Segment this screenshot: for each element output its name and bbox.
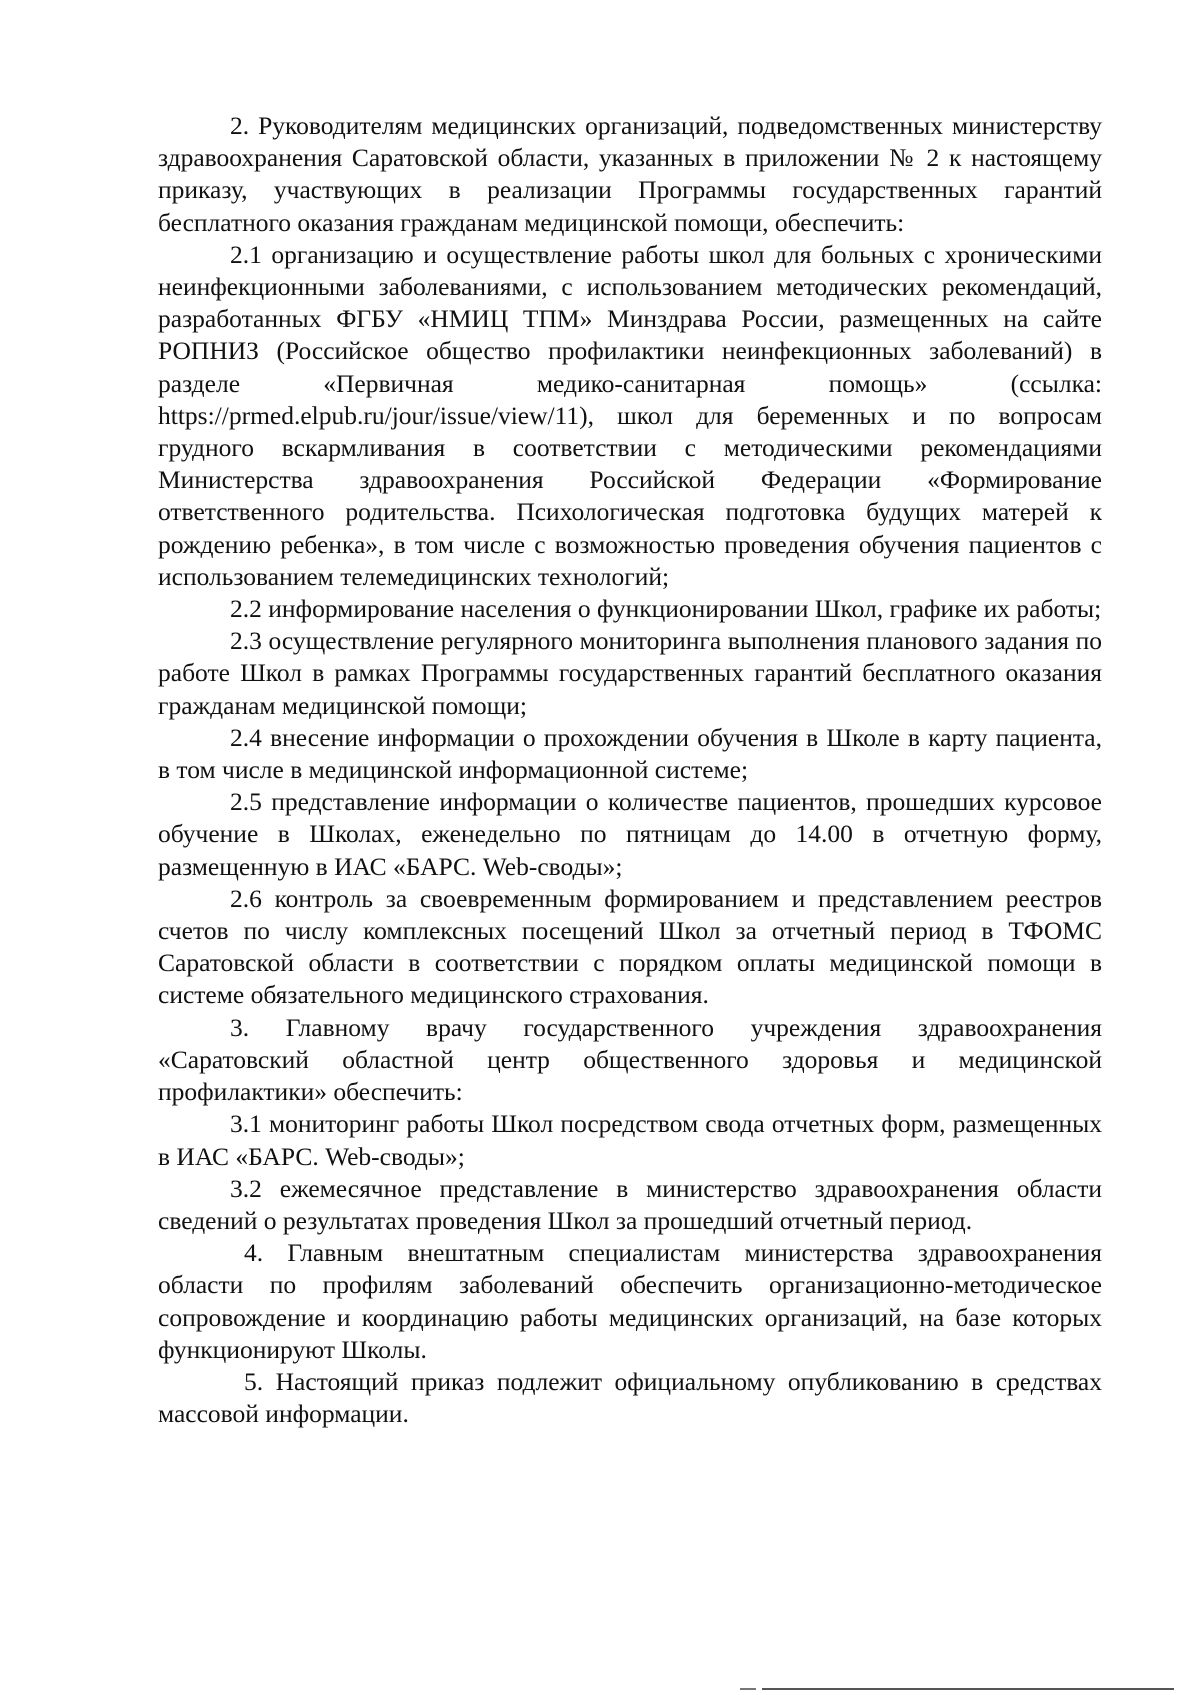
footer-divider-dash xyxy=(740,1688,756,1690)
paragraph-3-1: 3.1 мониторинг работы Школ посредством свода отчетных форм, размещенных в ИАС «БАРС. Web-своды»; xyxy=(158,1109,1102,1171)
paragraph-2-4: 2.4 внесение информации о прохождении обучения в Школе в карту пациента, в том числе в медицинской информационной системе; xyxy=(158,722,1102,785)
paragraph-2-5: 2.5 представление информации о количестве пациентов, прошедших курсовое обучение в Школах, еженедельно по пятницам до 14.00 в отчетную форму, размещенную в ИАС «БАРС. Web-своды»; xyxy=(158,787,1102,881)
paragraph-3-2: 3.2 ежемесячное представление в министерство здравоохранения области сведений о результатах проведения Школ за прошедший отчетный период. xyxy=(158,1173,1102,1235)
paragraph-2-1: 2.1 организацию и осуществление работы школ для больных с хроническими неинфекционными заболеваниями, с использованием методических рекомендаций, разработанных ФГБУ «НМИЦ ТПМ» Минздрава России, размещенных на сайте РОПНИЗ (Российское общество профилактики неинфекционных заболеваний) в разделе «Первичная медико-санитарная помощь» (ссылка: https://prmed.elpub.ru/jour/issue/view/11), школ для беременных и по вопросам грудного вскармливания в соответствии с методическими рекомендациями Министерства здравоохранения Российской Федерации «Формирование ответственного родительства. Психологическая подготовка будущих матерей к рождению ребенка», в том числе с возможностью проведения обучения пациентов с использованием телемедицинских технологий; xyxy=(158,239,1102,591)
paragraph-2-6: 2.6 контроль за своевременным формированием и представлением реестров счетов по числу комплексных посещений Школ за отчетный период в ТФОМС Саратовской области в соответствии с порядком оплаты медицинской помощи в системе обязательного медицинского страхования. xyxy=(158,883,1102,1010)
footer-divider xyxy=(762,1688,1174,1690)
paragraph-2: 2. Руководителям медицинских организаций, подведомственных министерству здравоохранения Саратовской области, указанных в приложении № 2 к настоящему приказу, участвующих в реализации Программы государственных гарантий бесплатного оказания гражданам медицинской помощи, обеспечить: xyxy=(158,111,1102,237)
document-page xyxy=(158,110,1102,1430)
paragraph-3: 3. Главному врачу государственного учреждения здравоохранения «Саратовский областной центр общественного здоровья и медицинской профилактики» обеспечить: xyxy=(158,1012,1102,1107)
paragraph-5: 5. Настоящий приказ подлежит официальному опубликованию в средствах массовой информации. xyxy=(158,1366,1102,1429)
paragraph-2-3: 2.3 осуществление регулярного мониторинга выполнения планового задания по работе Школ в рамках Программы государственных гарантий бесплатного оказания гражданам медицинской помощи; xyxy=(158,626,1102,720)
paragraph-4: 4. Главным внештатным специалистам министерства здравоохранения области по профилям заболеваний обеспечить организационно-методическое сопровождение и координацию работы медицинских организаций, на базе которых функционируют Школы. xyxy=(158,1238,1102,1364)
paragraph-2-2: 2.2 информирование населения о функционировании Школ, графике их работы; xyxy=(230,594,1102,624)
